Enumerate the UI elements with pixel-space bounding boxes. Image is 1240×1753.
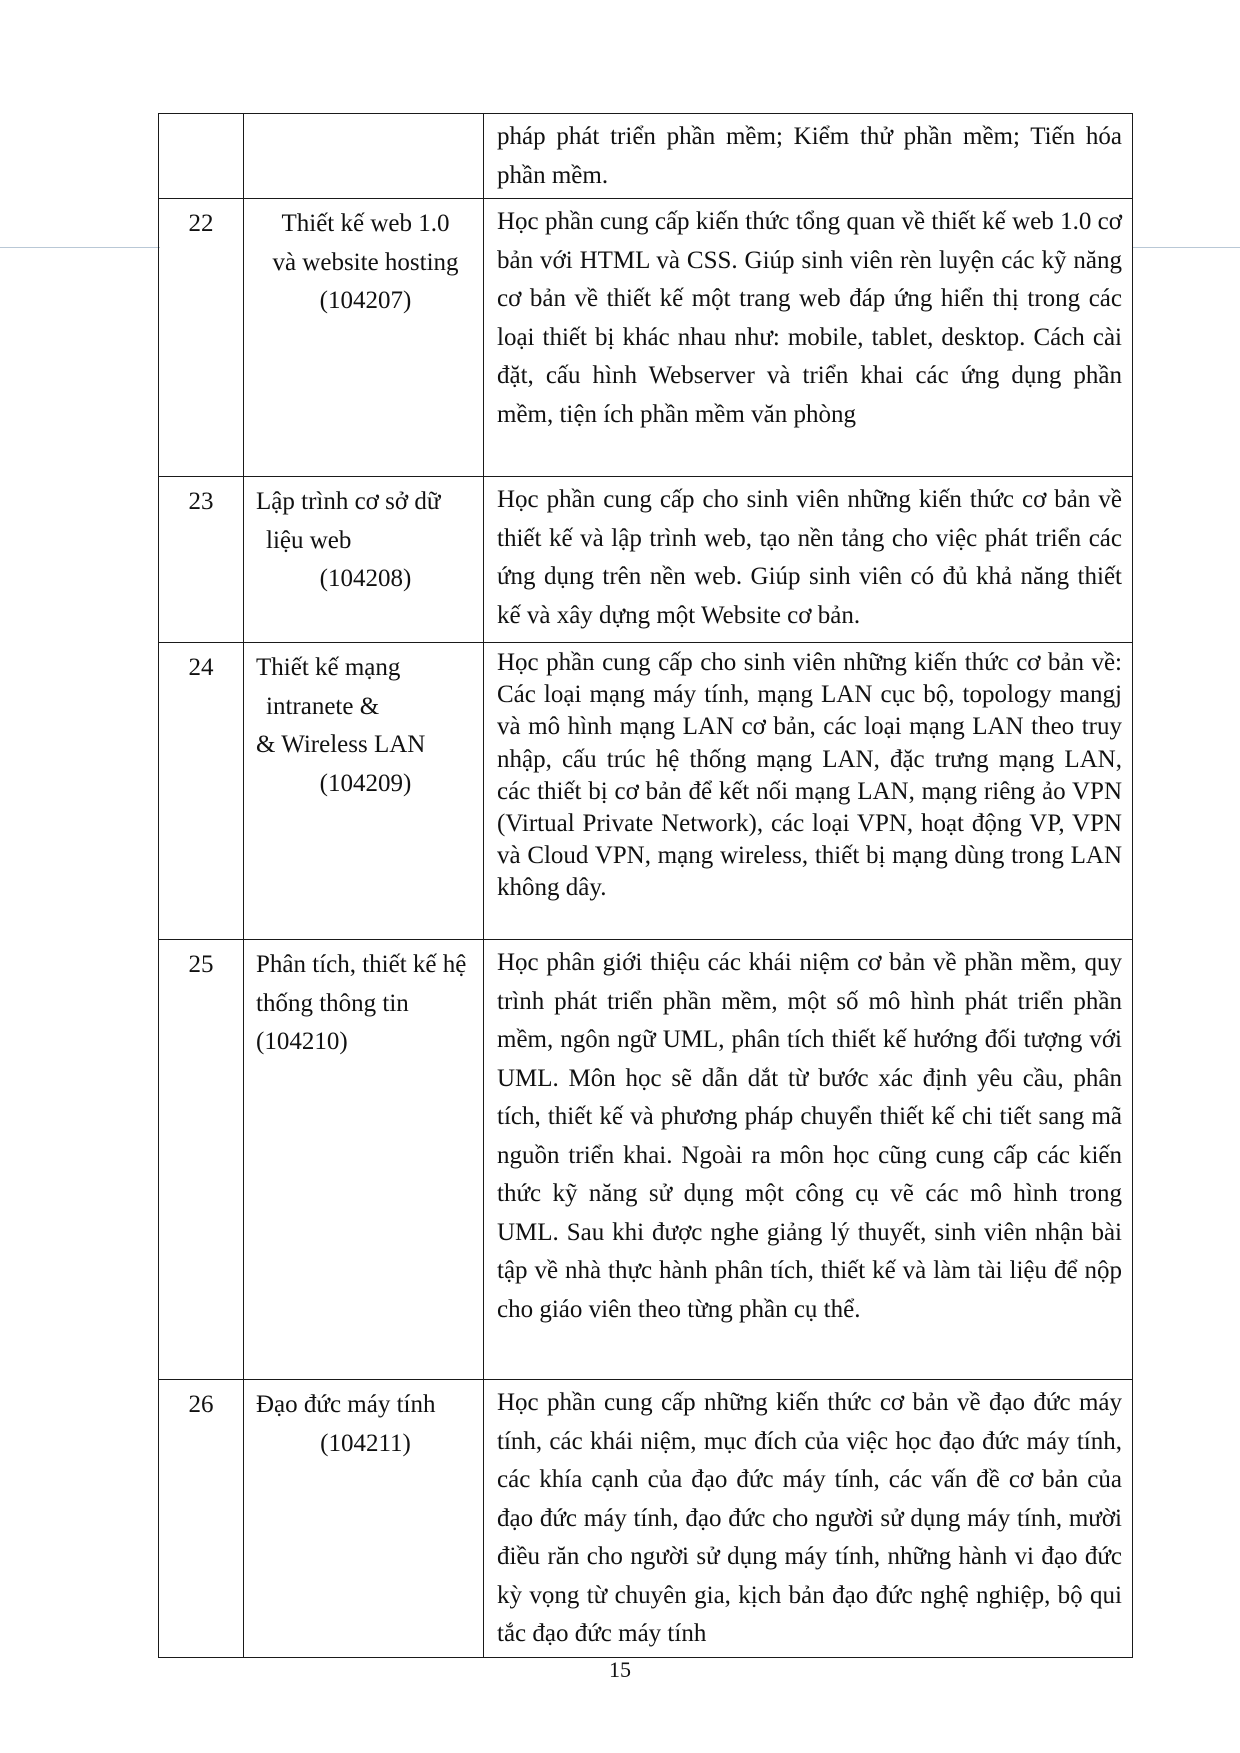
table-row — [159, 477, 1133, 643]
course-name-line: Lập trình cơ sở dữ — [256, 488, 441, 515]
course-name-line: liệu web — [266, 526, 352, 554]
row-number: 23 — [159, 477, 244, 643]
course-code: (104208) — [319, 565, 412, 592]
course-name-cell — [244, 199, 484, 477]
course-name-cell — [244, 643, 484, 940]
course-name-cell — [244, 940, 484, 1380]
course-description: Học phần cung cấp cho sinh viên những kiến thức cơ bản về thiết kế và lập trình web, tạo nền tảng cho việc phát triển các ứng dụng trên nền web. Giúp sinh viên có đủ khả năng thiết kế và xây dựng một Website cơ bản. — [484, 477, 1133, 643]
table-row — [159, 199, 1133, 477]
row-number: 24 — [159, 643, 244, 940]
scan-artifact-line — [0, 247, 160, 248]
course-code: (104209) — [319, 769, 412, 797]
course-name-cell — [244, 1380, 484, 1658]
course-name-line: intranete & — [266, 692, 380, 720]
table-row — [159, 940, 1133, 1380]
page-number: 15 — [609, 1657, 631, 1682]
course-description: Học phân giới thiệu các khái niệm cơ bản về phần mềm, quy trình phát triển phần mềm, một số mô hình phát triển phần mềm, ngôn ngữ UML, phân tích thiết kế hướng đối tượng với UML. Môn học sẽ dẫn dắt từ bước xác định yêu cầu, phân tích, thiết kế và phương pháp chuyển thiết kế chi tiết sang mã nguồn triển khai. Ngoài ra môn học cũng cung cấp các kiến thức kỹ năng sử dụng một công cụ vẽ các mô hình trong UML. Sau khi được nghe giảng lý thuyết, sinh viên nhận bài tập về nhà thực hành phân tích, thiết kế và làm tài liệu để nộp cho giáo viên theo từng phần cụ thể. — [484, 940, 1133, 1380]
course-code: (104210) — [256, 1028, 348, 1055]
course-name-line: Đạo đức máy tính — [256, 1391, 436, 1418]
course-description: Học phần cung cấp những kiến thức cơ bản về đạo đức máy tính, các khái niệm, mục đích của việc học đạo đức máy tính, các khía cạnh của đạo đức máy tính, các vấn đề cơ bản của đạo đức máy tính, đạo đức cho người sử dụng máy tính, mười điều răn cho người sử dụng máy tính, những hành vi đạo đức kỳ vọng từ chuyên gia, kịch bản đạo đức nghệ nghiệp, bộ qui tắc đạo đức máy tính — [484, 1380, 1133, 1658]
course-description: Học phần cung cấp kiến thức tổng quan về thiết kế web 1.0 cơ bản với HTML và CSS. Giúp sinh viên rèn luyện các kỹ năng cơ bản về thiết kế một trang web đáp ứng hiển thị trong các loại thiết bị khác nhau như: mobile, tablet, desktop. Cách cài đặt, cấu hình Webserver và triển khai các ứng dụng phần mềm, tiện ích phần mềm văn phòng — [484, 199, 1133, 477]
course-name-line: & Wireless LAN — [256, 731, 426, 758]
course-name-line: Thiết kế web 1.0 — [281, 210, 450, 237]
course-description: Học phần cung cấp cho sinh viên những kiến thức cơ bản về: Các loại mạng máy tính, mạng LAN cục bộ, topology mangj và mô hình mạng LAN cơ bản, các loại mạng LAN theo truy nhập, cấu trúc hệ thống mạng LAN, đặc trưng mạng LAN, các thiết bị cơ bản để kết nối mạng LAN, mạng riêng ảo VPN (Virtual Private Network), các loại VPN, hoạt động VP, VPN và Cloud VPN, mạng wireless, thiết bị mạng dùng trong LAN không dây. — [484, 643, 1133, 940]
course-code: (104207) — [319, 287, 412, 314]
course-name-cell — [244, 477, 484, 643]
table-row-continuation — [159, 114, 1133, 199]
course-name-line: Thiết kế mạng — [256, 654, 401, 681]
table-row — [159, 643, 1133, 940]
course-name-cell — [244, 114, 484, 199]
number-cell — [159, 114, 244, 199]
course-description: pháp phát triển phần mềm; Kiểm thử phần mềm; Tiến hóa phần mềm. — [484, 114, 1133, 199]
course-code: (104211) — [320, 1429, 411, 1457]
course-name-line: thống thông tin — [256, 989, 409, 1017]
scan-artifact-line — [1132, 247, 1240, 248]
table-row — [159, 1380, 1133, 1658]
course-description-table — [158, 113, 1133, 1658]
course-name-line: và website hosting — [272, 248, 459, 276]
row-number: 26 — [159, 1380, 244, 1658]
row-number: 22 — [159, 199, 244, 477]
row-number: 25 — [159, 940, 244, 1380]
course-name-line: Phân tích, thiết kế hệ — [256, 951, 467, 978]
